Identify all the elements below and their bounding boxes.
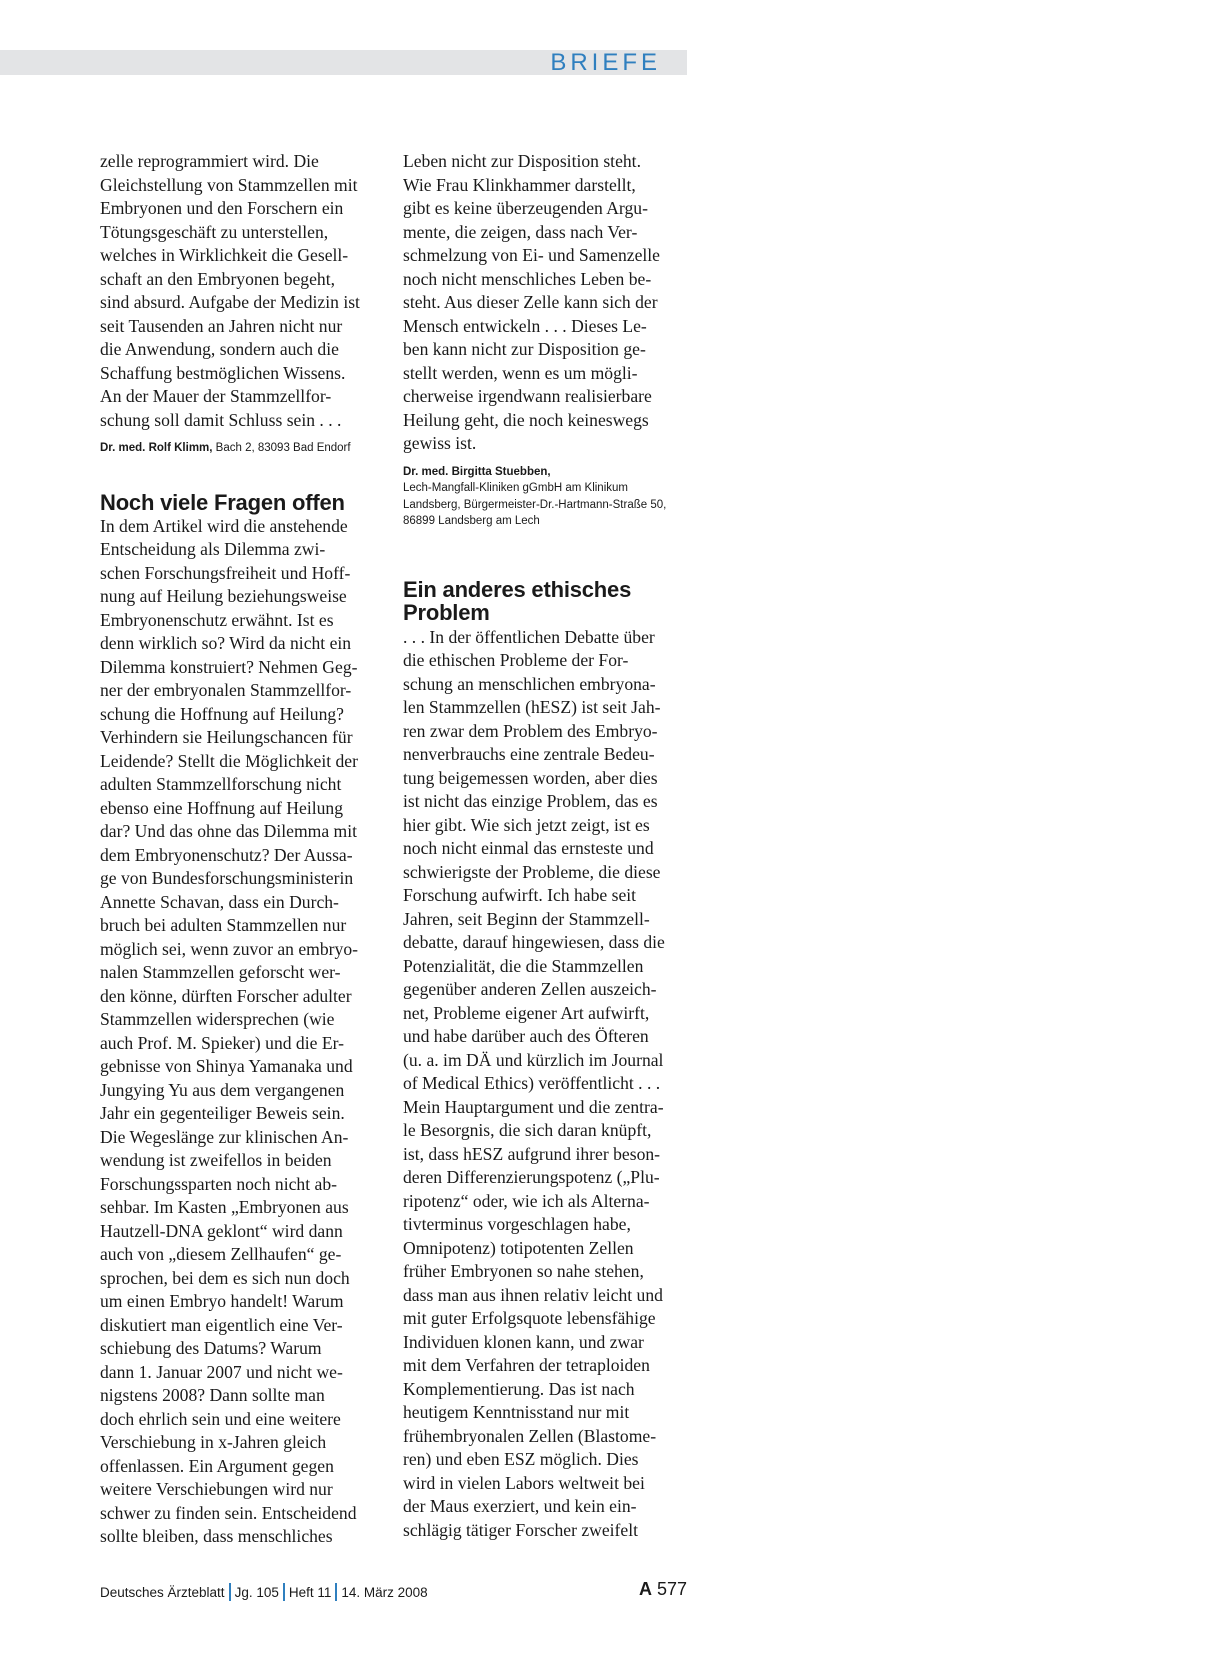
letter-1-signature xyxy=(100,440,390,457)
letter-1-address: Bach 2, 83093 Bad Endorf xyxy=(215,442,351,454)
letter-3-body: . . . In der öffentlichen Debatte über die ethischen Probleme der For- schung an menschlichen embryona- len Stammzellen (hESZ) ist seit Jah- ren zwar dem Problem des Embryo- nenverbrauchs eine zentrale Bedeu- tung beigemessen worden, aber dies ist nicht das einzige Problem, das es hier gibt. Wie sich jetzt zeigt, ist es noch nicht einmal das ernsteste und schwierigste der Probleme, die diese Forschung aufwirft. Ich habe seit Jahren, seit Beginn der Stammzell- debatte, darauf hingewiesen, dass die Potenzialität, die die Stammzellen gegenüber anderen Zellen auszeich- net, Probleme eigener Art aufwirft, und habe darüber auch des Öfteren (u. a. im DÄ und kürzlich im Journal of Medical Ethics) veröffentlicht . . . Mein Hauptargument und die zentra- le Besorgnis, die sich daran knüpft, ist, dass hESZ aufgrund ihrer beson- deren Differenzierungspotenz („Plu- ripotenz“ oder, wie ich als Alterna- tivterminus vorgeschlagen habe, Omnipotenz) totipotenten Zellen früher Embryonen so nahe stehen, dass man aus ihnen relativ leicht und mit guter Erfolgsquote lebensfähige Individuen klonen kann, und zwar mit dem Verfahren der tetraploiden Komplementierung. Das ist nach heutigem Kenntnisstand nur mit frühembryonalen Zellen (Blastome- ren) und eben ESZ möglich. Dies wird in vielen Labors weltweit bei der Maus exerziert, und kein ein- schlägig tätiger Forscher zweifelt xyxy=(403,626,665,1540)
right-column xyxy=(403,150,693,1542)
footer-date: 14. März 2008 xyxy=(341,1585,428,1600)
section-header-bar xyxy=(0,50,687,75)
page-number xyxy=(639,1579,687,1600)
letter-2-address: Lech-Mangfall-Kliniken gGmbH am Klinikum Landsberg, Bürgermeister-Dr.-Hartmann-Straße 50, 86899 Landsberg am Lech xyxy=(403,482,667,527)
section-title: BRIEFE xyxy=(550,49,661,76)
page-footer xyxy=(100,1579,687,1603)
letter-2-body: In dem Artikel wird die anstehende Entscheidung als Dilemma zwi- schen Forschungsfreiheit und Hoff- nung auf Heilung beziehungsweise Embryonenschutz erwähnt. Ist es denn wirklich so? Wird da nicht ein Dilemma konstruiert? Nehmen Geg- ner der embryonalen Stammzellfor- schung die Hoffnung auf Heilung? Verhindern sie Heilungschancen für Leidende? Stellt die Möglichkeit der adulten Stammzellforschung nicht ebenso eine Hoffnung auf Heilung dar? Und das ohne das Dilemma mit dem Embryonenschutz? Der Aussa- ge von Bundesforschungsministerin Annette Schavan, dass ein Durch- bruch bei adulten Stammzellen nur möglich sei, wenn zuvor an embryo- nalen Stammzellen geforscht wer- den könne, dürften Forscher adulter Stammzellen widersprechen (wie auch Prof. M. Spieker) und die Er- gebnisse von Shinya Yamanaka und Jungying Yu aus dem vergangenen Jahr ein gegenteiliger Beweis sein. Die Wegeslänge zur klinischen An- wendung ist zweifellos in beiden Forschungssparten noch nicht ab- sehbar. Im Kasten „Embryonen aus Hautzell-DNA geklont“ wird dann auch von „diesem Zellhaufen“ ge- sprochen, bei dem es sich nun doch um einen Embryo handelt! Warum diskutiert man eigentlich eine Ver- schiebung des Datums? Warum dann 1. Januar 2007 und nicht we- nigstens 2008? Dann sollte man doch ehrlich sein und eine weitere Verschiebung in x-Jahren gleich offenlassen. Ein Argument gegen weitere Verschiebungen wird nur schwer zu finden sein. Entscheidend sollte bleiben, dass menschliches xyxy=(100,515,358,1546)
footer-issue: Heft 11 xyxy=(288,1585,332,1600)
letter-2-heading: Noch viele Fragen offen xyxy=(100,489,345,515)
letter-2-body-continued: Leben nicht zur Disposition steht. Wie Frau Klinkhammer darstellt, gibt es keine überzeugenden Argu- mente, die zeigen, dass nach Ver- schmelzung von Ei- und Samenzelle noch nicht menschliches Leben be- steht. Aus dieser Zelle kann sich der Mensch entwickeln . . . Dieses Le- ben kann nicht zur Disposition ge- stellt werden, wenn es um mögli- cherweise irgendwann realisierbare Heilung geht, die noch keineswegs gewiss ist. xyxy=(403,151,660,453)
footer-journal: Deutsches Ärzteblatt xyxy=(100,1585,225,1600)
letter-1-author: Dr. med. Rolf Klimm, xyxy=(100,442,213,454)
left-column xyxy=(100,150,390,1549)
letter-1-body: zelle reprogrammiert wird. Die Gleichstellung von Stammzellen mit Embryonen und den Forschern ein Tötungsgeschäft zu unterstellen, welches in Wirklichkeit die Gesell- schaft an den Embryonen begeht, sind absurd. Aufgabe der Medizin ist seit Tausenden an Jahren nicht nur die Anwendung, sondern auch die Schaffung bestmöglichen Wissens. An der Mauer der Stammzellfor- schung soll damit Schluss sein . . . xyxy=(100,151,360,430)
footer-separator xyxy=(229,1583,231,1601)
footer-volume: Jg. 105 xyxy=(234,1585,279,1600)
page-number-value: 577 xyxy=(656,1579,687,1599)
page-prefix: A xyxy=(638,1579,652,1599)
letter-2-author: Dr. med. Birgitta Stuebben, xyxy=(403,465,551,478)
footer-separator xyxy=(283,1583,285,1601)
footer-citation xyxy=(100,1583,428,1601)
letter-3-heading: Ein anderes ethisches Problem xyxy=(403,576,632,625)
letter-2-signature xyxy=(403,464,693,530)
footer-separator xyxy=(335,1583,337,1601)
